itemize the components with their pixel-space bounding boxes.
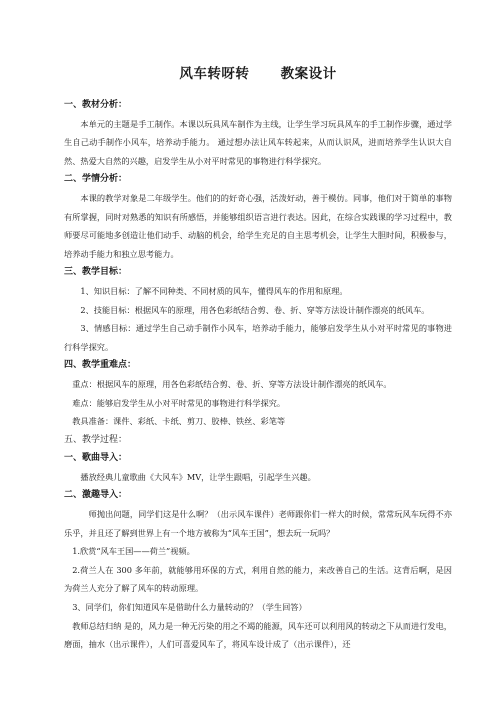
section-heading-student-analysis: 二、学情分析： xyxy=(64,174,128,185)
document-title: 风车转呀转 教案设计 xyxy=(179,66,337,82)
paragraph-interest-intro: 师抛出问题，同学们这是什么啊？（出示风车课件）老师跟你们一样大的时候，常常玩风车玩得不亦乐乎，并且还了解到世界上有一个地方被称为“风车王国”，想去玩一玩吗？ xyxy=(64,509,452,538)
section-heading-key-points: 四、教学重难点： xyxy=(64,360,137,371)
section-heading-textbook-analysis: 一、教材分析： xyxy=(64,100,128,110)
difficult-point: 难点：能够启发学生从小对平时常见的事物进行科学探究。 xyxy=(72,397,286,408)
paragraph-student-analysis: 本课的教学对象是二年级学生。他们的的好奇心强，活泼好动，善于模仿。同事，他们对于简单的事物有所掌握，同时对熟悉的知识有所感悟，并能够组织语言进行表达。因此，在综合实践课的学习过程中，教师要尽可能地多创造让他们动手、动脑的机会，给学生充足的自主思考机会，让学生大胆时间，积极参与，培养动手能力和独立思考能力。 xyxy=(64,192,452,259)
section-heading-interest-intro: 二、激趣导入： xyxy=(64,490,128,501)
step-netherlands: 2.荷兰人在 300 多年前，就能够用环保的方式，利用自然的能力，来改善自己的生活。这背后啊，是因为荷兰人充分了解了风车的转动原理。 xyxy=(64,564,452,594)
goal-skills: 2、技能目标：根据风车的原理，用各色彩纸结合剪、卷、折、穿等方法设计制作漂亮的纸风车。 xyxy=(80,304,430,315)
section-heading-teaching-goals: 三、教学目标： xyxy=(64,267,128,278)
section-heading-teaching-process: 五、教学过程： xyxy=(64,434,128,445)
paragraph-textbook-analysis: 本单元的主题是手工制作。本课以玩具风车制作为主线，让学生学习玩具风车的手工制作步骤，通过学生自己动手制作小风车，培养动手能力。 通过想办法让风车转起来，从而认识风，进而培养学生认识大自然、热爱大自然的兴趣，启发学生从小对平时常见的事物进行科学探究。 xyxy=(64,118,452,166)
step-question: 3、同学们，你们知道风车是借助什么力量转动的？（学生回答） xyxy=(72,602,307,613)
step-video: 1.欣赏“风车王国——荷兰”视频。 xyxy=(72,546,195,557)
section-heading-song-intro: 一、歌曲导入： xyxy=(64,453,128,464)
goal-knowledge: 1、知识目标：了解不同种类、不同材质的风车，懂得风车的作用和原理。 xyxy=(80,285,348,296)
key-point: 重点：根据风车的原理，用各色彩纸结合剪、卷、折、穿等方法设计制作漂亮的纸风车。 xyxy=(72,378,392,389)
paragraph-teacher-summary: 教师总结归纳 是的，风力是一种无污染的用之不竭的能源，风车还可以利用风的转动之下从而进行发电，磨面，抽水（出示课件），人们可喜爱风车了，将风车设计成了（出示课件），还 xyxy=(64,620,452,650)
teaching-aids: 教具准备：课件、彩纸、卡纸、剪刀、胶棒、铁丝、彩笔等 xyxy=(72,416,286,427)
goal-emotion: 3、情感目标：通过学生自己动手制作小风车，培养动手能力，能够启发学生从小对平时常见的事物进行科学探究。 xyxy=(64,323,452,352)
paragraph-song-intro: 播放经典儿童歌曲《大风车》MV，让学生跟唱，引起学生兴趣。 xyxy=(80,471,316,482)
